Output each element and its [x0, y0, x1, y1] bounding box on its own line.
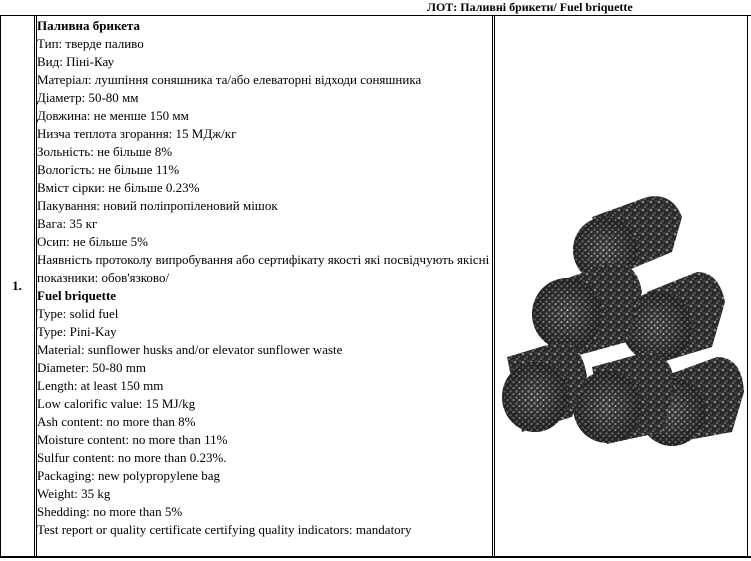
briquette-image: [497, 192, 744, 450]
ua-line-diameter: Діаметр: 50-80 мм: [37, 90, 139, 105]
ua-line-sulfur: Вміст сірки: не більше 0.23%: [37, 180, 200, 195]
image-cell: [494, 15, 747, 557]
en-line-certificate: Test report or quality certificate certifying quality indicators: mandatory: [37, 522, 412, 537]
ua-line-calorific: Низча теплота згорання: 15 МДж/кг: [37, 126, 237, 141]
en-line-shedding: Shedding: no more than 5%: [37, 504, 183, 519]
ua-line-kind: Вид: Піні-Кау: [37, 54, 115, 69]
table-right-border: [747, 15, 748, 558]
ua-title: Паливна брикета: [37, 18, 140, 33]
ua-line-material: Матеріал: лушпіння соняшника та/або елеваторні відходи соняшника: [37, 72, 422, 87]
briquette-bottom-middle: [573, 352, 675, 444]
briquette-bottom-left: [502, 342, 587, 432]
lot-header: ЛОТ: Паливні брикети/ Fuel briquette: [427, 0, 633, 14]
row-number: 1.: [12, 278, 22, 293]
column-divider-image: [492, 15, 493, 558]
en-line-diameter: Diameter: 50-80 mm: [37, 360, 147, 375]
en-line-weight: Weight: 35 kg: [37, 486, 111, 501]
en-line-length: Length: at least 150 mm: [37, 378, 164, 393]
en-line-kind: Type: Pini-Kay: [37, 324, 117, 339]
en-line-material: Material: sunflower husks and/or elevator sunflower waste: [37, 342, 343, 357]
ua-line-shedding: Осип: не більше 5%: [37, 234, 148, 249]
column-divider-number: [34, 15, 35, 558]
ua-line-ash: Зольність: не більше 8%: [37, 144, 173, 159]
ua-line-type: Тип: тверде паливо: [37, 36, 144, 51]
en-line-calorific: Low calorific value: 15 MJ/kg: [37, 396, 196, 411]
en-title: Fuel briquette: [37, 288, 117, 303]
ua-line-weight: Вага: 35 кг: [37, 216, 98, 231]
en-line-packaging: Packaging: new polypropylene bag: [37, 468, 221, 483]
briquette-middle-left: [532, 262, 642, 357]
en-line-sulfur: Sulfur content: no more than 0.23%.: [37, 450, 227, 465]
en-line-type: Type: solid fuel: [37, 306, 119, 321]
description-cell: [37, 17, 492, 539]
en-line-ash: Ash content: no more than 8%: [37, 414, 196, 429]
en-line-moisture: Moisture content: no more than 11%: [37, 432, 228, 447]
ua-line-length: Довжина: не менше 150 мм: [37, 108, 189, 123]
ua-line-packaging: Пакування: новий поліпропіленовий мішок: [37, 198, 278, 213]
ua-line-certificate: Наявність протоколу випробування або сертифікату якості які посвідчують якісні показники: обов'язково/: [37, 252, 490, 285]
ua-line-moisture: Вологість: не більше 11%: [37, 162, 180, 177]
